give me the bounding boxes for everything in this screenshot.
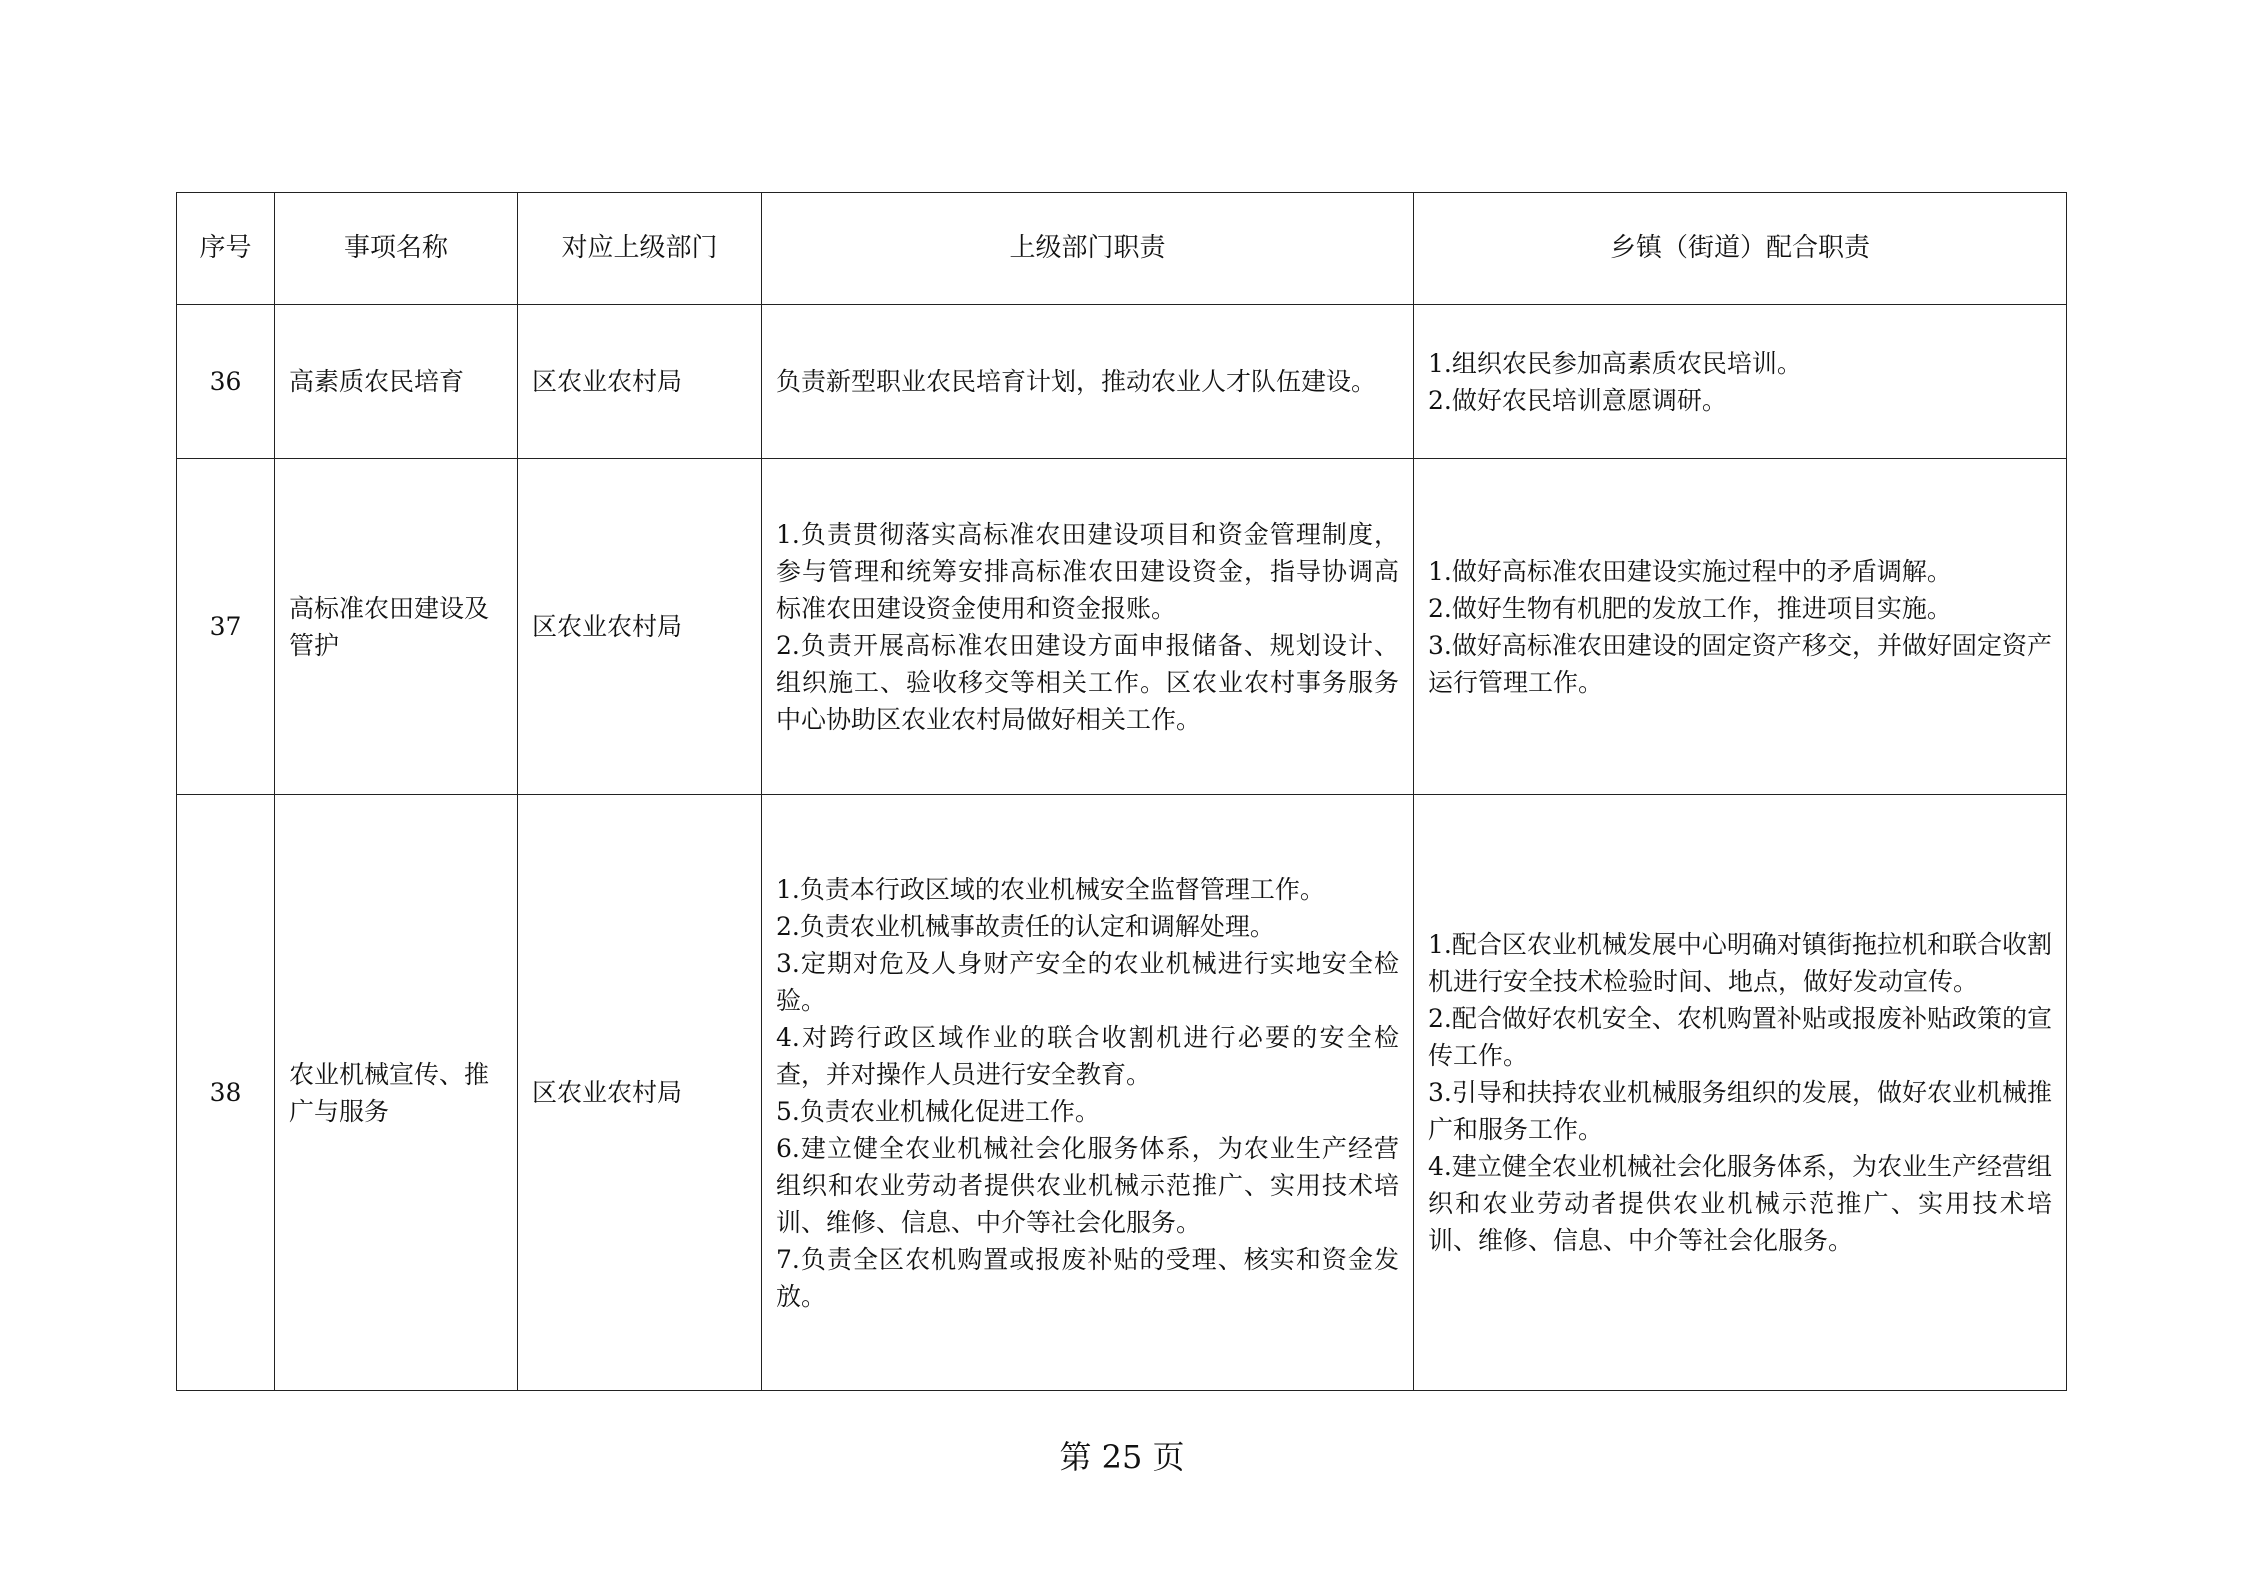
dept-duty-cell: [762, 305, 1414, 459]
duty-line: 负责新型职业农民培育计划，推动农业人才队伍建设。: [776, 367, 1377, 396]
duty-line: 2.做好生物有机肥的发放工作，推进项目实施。: [1428, 593, 1952, 623]
town-duty-cell: [1414, 459, 2067, 795]
dept-duty-cell: [762, 459, 1414, 795]
duty-line: 2.负责开展高标准农田建设方面申报储备、规划设计、组织施工、验收移交等相关工作。区农业农村事务服务中心协助区农业农村局做好相关工作。: [776, 630, 1399, 734]
dept-name: 区农业农村局: [518, 305, 762, 459]
dept-name: 区农业农村局: [518, 459, 762, 795]
duty-line: 1.做好高标准农田建设实施过程中的矛盾调解。: [1428, 556, 1952, 586]
table-row: [177, 795, 2067, 1391]
header-town-duty: 乡镇（街道）配合职责: [1414, 193, 2067, 305]
row-number: 36: [177, 305, 275, 459]
duty-line: 2.负责农业机械事故责任的认定和调解处理。: [776, 911, 1275, 941]
dept-duty-cell: [762, 795, 1414, 1391]
town-duty-cell: [1414, 305, 2067, 459]
item-name: 高标准农田建设及管护: [275, 459, 518, 795]
table-row: [177, 305, 2067, 459]
duty-line: 3.做好高标准农田建设的固定资产移交，并做好固定资产运行管理工作。: [1428, 630, 2052, 697]
header-dept-duty: 上级部门职责: [762, 193, 1414, 305]
item-name: 高素质农民培育: [275, 305, 518, 459]
duty-line: 7.负责全区农机购置或报废补贴的受理、核实和资金发放。: [776, 1244, 1399, 1311]
page-number: 第 25 页: [1059, 1438, 1185, 1476]
table-header-row: [177, 193, 2067, 305]
duty-line: 3.定期对危及人身财产安全的农业机械进行实地安全检验。: [776, 948, 1399, 1015]
duty-line: 1.负责贯彻落实高标准农田建设项目和资金管理制度，参与管理和统筹安排高标准农田建设资金，指导协调高标准农田建设资金使用和资金报账。: [776, 519, 1399, 623]
town-duty-cell: [1414, 795, 2067, 1391]
duty-line: 2.配合做好农机安全、农机购置补贴或报废补贴政策的宣传工作。: [1428, 1004, 2052, 1070]
duty-line: 1.负责本行政区域的农业机械安全监督管理工作。: [776, 874, 1325, 904]
duty-line: 3.引导和扶持农业机械服务组织的发展，做好农业机械推广和服务工作。: [1428, 1078, 2052, 1144]
header-no: 序号: [177, 193, 275, 305]
duty-line: 5.负责农业机械化促进工作。: [776, 1096, 1100, 1126]
duty-line: 4.对跨行政区域作业的联合收割机进行必要的安全检查，并对操作人员进行安全教育。: [776, 1022, 1399, 1089]
duty-line: 1.组织农民参加高素质农民培训。: [1428, 348, 1802, 378]
header-dept: 对应上级部门: [518, 193, 762, 305]
item-name: 农业机械宣传、推广与服务: [275, 795, 518, 1391]
duty-table: [176, 192, 2067, 1391]
duty-line: 1.配合区农业机械发展中心明确对镇街拖拉机和联合收割机进行安全技术检验时间、地点，做好发动宣传。: [1428, 930, 2052, 996]
row-number: 37: [177, 459, 275, 795]
duty-line: 6.建立健全农业机械社会化服务体系，为农业生产经营组织和农业劳动者提供农业机械示范推广、实用技术培训、维修、信息、中介等社会化服务。: [776, 1133, 1399, 1237]
duty-line: 4.建立健全农业机械社会化服务体系，为农业生产经营组织和农业劳动者提供农业机械示范推广、实用技术培训、维修、信息、中介等社会化服务。: [1428, 1152, 2052, 1255]
header-item-name: 事项名称: [275, 193, 518, 305]
dept-name: 区农业农村局: [518, 795, 762, 1391]
table-row: [177, 459, 2067, 795]
row-number: 38: [177, 795, 275, 1391]
duty-line: 2.做好农民培训意愿调研。: [1428, 385, 1727, 415]
